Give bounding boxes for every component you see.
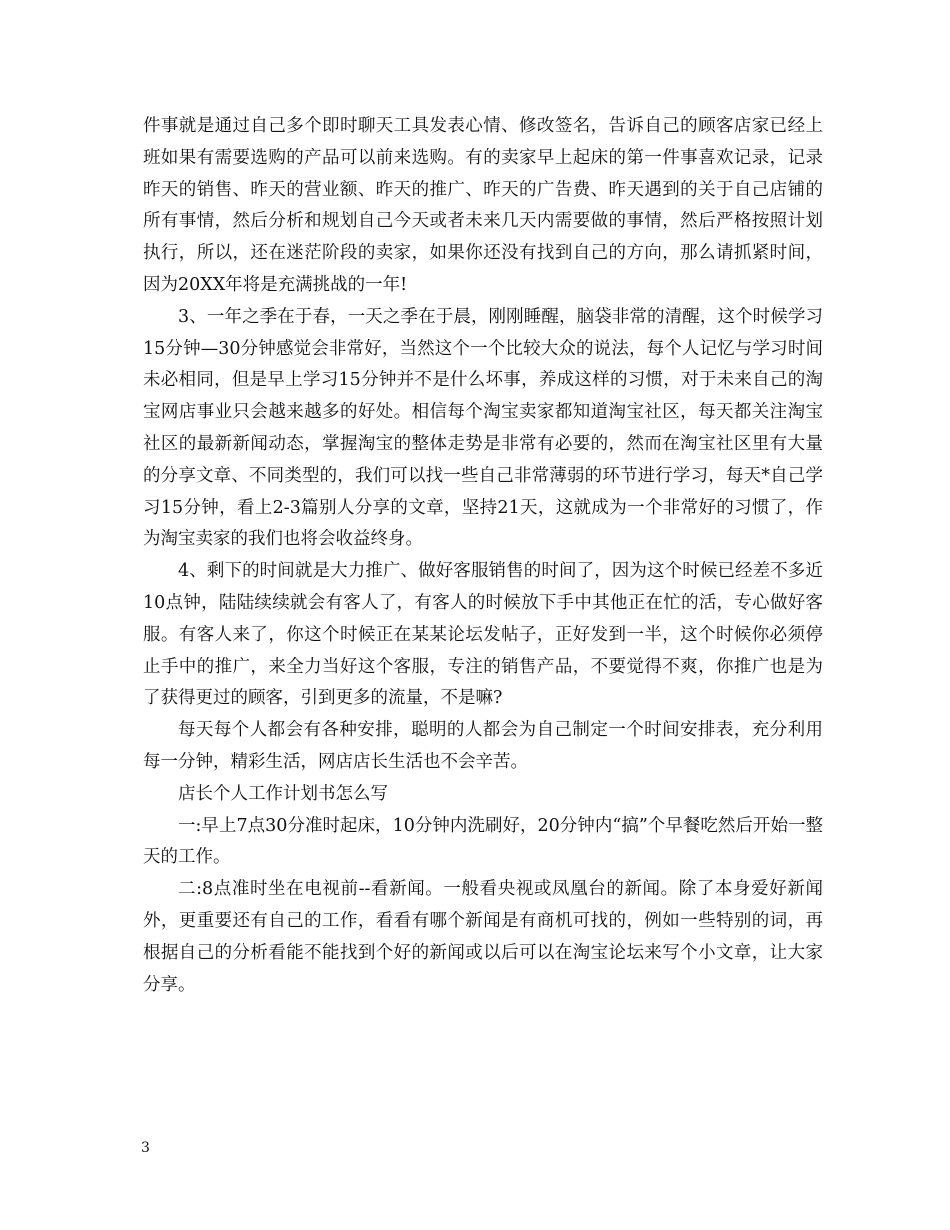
section-heading: 店长个人工作计划书怎么写: [178, 783, 388, 804]
paragraph-item-4: 4、剩下的时间就是大力推广、做好客服销售的时间了，因为这个时候已经差不多近10点钟，陆陆续续就会有客人了，有客人的时候放下手中其他正在忙的活，专心做好客服。有客人来了，你这个时候正在某某论坛发帖子，正好发到一半，这个时候你必须停止手中的推广，来全力当好这个客服，专注的销售产品，不要觉得不爽，你推广也是为了获得更过的顾客，引到更多的流量，不是嘛?: [143, 561, 823, 709]
paragraph-summary: 每天每个人都会有各种安排，聪明的人都会为自己制定一个时间安排表，充分利用每一分钟，精彩生活，网店店长生活也不会辛苦。: [143, 720, 823, 772]
document-body: [143, 111, 823, 1001]
page-number: 3: [141, 1140, 150, 1156]
paragraph-continuation: 件事就是通过自己多个即时聊天工具发表心情、修改签名，告诉自己的顾客店家已经上班如果有需要选购的产品可以前来选购。有的卖家早上起床的第一件事喜欢记录，记录昨天的销售、昨天的营业额、昨天的推广、昨天的广告费、昨天遇到的关于自己店铺的所有事情，然后分析和规划自己今天或者未来几天内需要做的事情，然后严格按照计划执行，所以，还在迷茫阶段的卖家，如果你还没有找到自己的方向，那么请抓紧时间，因为20XX年将是充满挑战的一年!: [143, 116, 823, 295]
paragraph-step-1: 一:早上7点30分准时起床，10分钟内洗刷好，20分钟内“搞”个早餐吃然后开始一整天的工作。: [143, 815, 823, 868]
paragraph-step-2: 二:8点准时坐在电视前--看新闻。一般看央视或凤凰台的新闻。除了本身爱好新闻外，更重要还有自己的工作，看看有哪个新闻是有商机可找的，例如一些特别的词，再根据自己的分析看能不能找到个好的新闻或以后可以在淘宝论坛来写个小文章，让大家分享。: [143, 879, 823, 995]
paragraph-item-3: 3、一年之季在于春，一天之季在于晨，刚刚睡醒，脑袋非常的清醒，这个时候学习15分钟—30分钟感觉会非常好，当然这个一个比较大众的说法，每个人记忆与学习时间未必相同，但是早上学习15分钟并不是什么坏事，养成这样的习惯，对于未来自己的淘宝网店事业只会越来越多的好处。相信每个淘宝卖家都知道淘宝社区，每天都关注淘宝社区的最新新闻动态，掌握淘宝的整体走势是非常有必要的，然而在淘宝社区里有大量的分享文章、不同类型的，我们可以找一些自己非常薄弱的环节进行学习，每天*自己学习15分钟，看上2-3篇别人分享的文章，坚持21天，这就成为一个非常好的习惯了，作为淘宝卖家的我们也将会收益终身。: [143, 306, 823, 550]
